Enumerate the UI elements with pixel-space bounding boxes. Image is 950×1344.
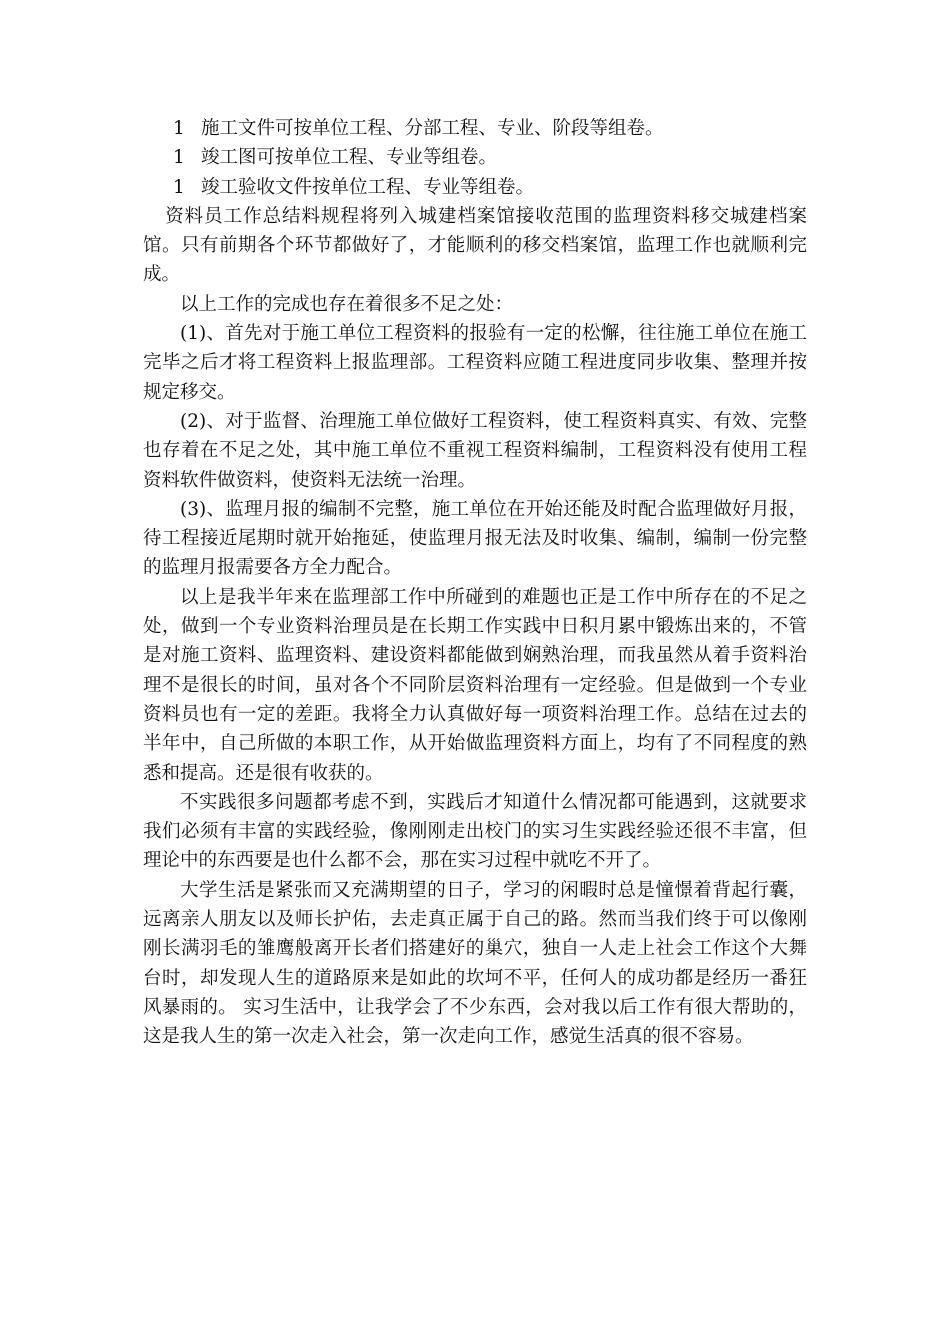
list-item-number: 1 [173, 118, 185, 139]
list-item [143, 143, 807, 172]
paragraph-shortcomings-intro: 以上工作的完成也存在着很多不足之处： [180, 293, 514, 315]
paragraph-half-year-summary: 以上是我半年来在监理部工作中所碰到的难题也正是工作中所存在的不足之处，做到一个专业资料治理员是在长期工作实践中日积月累中锻炼出来的，不管是对施工资料、监理资料、建设资料都能做到娴熟治理，而我虽然从着手资料治理不是很长的时间，虽对各个不同阶层资料治理有一定经验。但是做到一个专业资料员也有一定的差距。我将全力认真做好每一项资料治理工作。总结在过去的半年中，自己所做的本职工作，从开始做监理资料方面上，均有了不同程度的熟悉和提高。还是很有收获的。 [143, 586, 807, 784]
list-item [143, 173, 807, 202]
list-item-text: 竣工验收文件按单位工程、专业等组卷。 [201, 176, 535, 198]
list-item-number: 1 [173, 176, 185, 198]
list-item-number: 1 [173, 147, 185, 169]
document-body [143, 114, 807, 1052]
list-item [143, 114, 807, 143]
paragraph-shortcoming-3: (3)、监理月报的编制不完整，施工单位在开始还能及时配合监理做好月报，待工程接近尾期时就开始拖延，使监理月报无法及时收集、编制，编制一份完整的监理月报需要各方全力配合。 [143, 498, 807, 579]
list-item-text: 施工文件可按单位工程、分部工程、专业、阶段等组卷。 [201, 118, 664, 139]
paragraph-archive-transfer: 资料员工作总结料规程将列入城建档案馆接收范围的监理资料移交城建档案馆。只有前期各个环节都做好了，才能顺利的移交档案馆，监理工作也就顺利完成。 [143, 205, 807, 286]
paragraph-shortcoming-2: (2)、对于监督、治理施工单位做好工程资料，使工程资料真实、有效、完整也存着在不足之处，其中施工单位不重视工程资料编制，工程资料没有使用工程资料软件做资料，使资料无法统一治理。 [143, 410, 807, 491]
paragraph-practice: 不实践很多问题都考虑不到，实践后才知道什么情况都可能遇到，这就要求我们必须有丰富的实践经验，像刚刚走出校门的实习生实践经验还很不丰富，但理论中的东西要是也什么都不会，那在实习过程中就吃不开了。 [143, 791, 807, 872]
list-item-text: 竣工图可按单位工程、专业等组卷。 [201, 147, 498, 169]
paragraph-shortcoming-1: (1)、首先对于施工单位工程资料的报验有一定的松懈，往往施工单位在施工完毕之后才将工程资料上报监理部。工程资料应随工程进度同步收集、整理并按规定移交。 [143, 323, 807, 403]
paragraph-university-life: 大学生活是紧张而又充满期望的日子，学习的闲暇时总是憧憬着背起行囊，远离亲人朋友以及师长护佑，去走真正属于自己的路。然而当我们终于可以像刚刚长满羽毛的雏鹰般离开长者们搭建好的巢穴，独自一人走上社会工作这个大舞台时，却发现人生的道路原来是如此的坎坷不平，任何人的成功都是经历一番狂风暴雨的。 实习生活中，让我学会了不少东西，会对我以后工作有很大帮助的，这是我人生的第一次走入社会，第一次走向工作，感觉生活真的很不容易。 [143, 879, 807, 1048]
